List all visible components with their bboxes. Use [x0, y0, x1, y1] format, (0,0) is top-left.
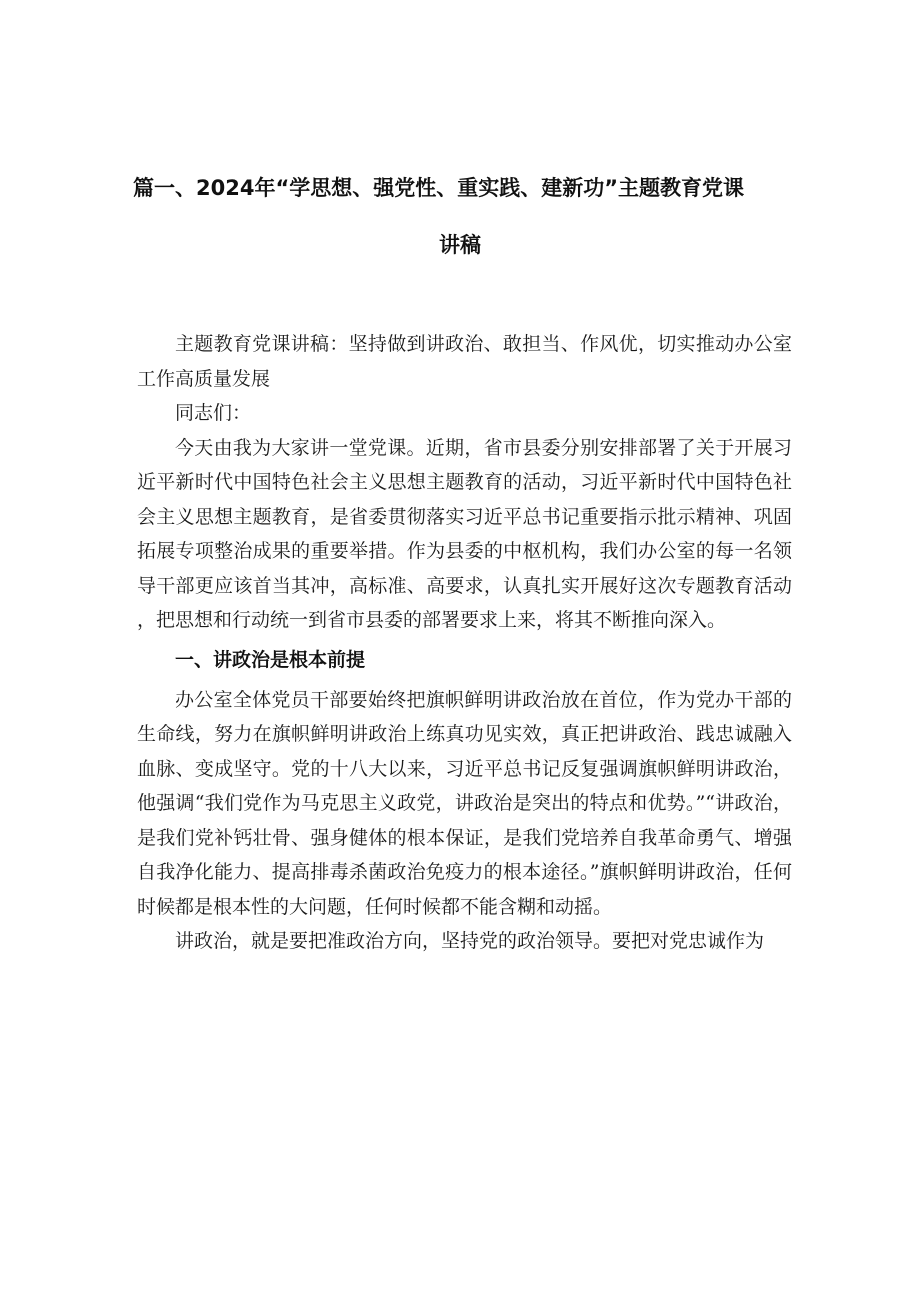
document-subtitle: 主题教育党课讲稿：坚持做到讲政治、敢担当、作风优，切实推动办公室工作高质量发展 — [137, 333, 792, 390]
intro-paragraph: 今天由我为大家讲一堂党课。近期，省市县委分别安排部署了关于开展习近平新时代中国特色社会主义思想主题教育的活动，习近平新时代中国特色社会主义思想主题教育，是省委贯彻落实习近平总书记重要指示批示精神、巩固拓展专项整治成果的重要举措。作为县委的中枢机构，我们办公室的每一名领导干部更应该首当其冲，高标准、高要求，认真扎实开展好这次专题教育活动，把思想和行动统一到省市县委的部署要求上来，将其不断推向深入。 — [137, 436, 792, 631]
salutation: 同志们： — [175, 402, 252, 424]
section-1-heading: 一、讲政治是根本前提 — [175, 648, 366, 671]
document-title-line-1: 篇一、2024年“学思想、强党性、重实践、建新功”主题教育党课 — [133, 176, 745, 200]
document-title-line-2: 讲稿 — [439, 233, 481, 257]
section-1-paragraph-1: 办公室全体党员干部要始终把旗帜鲜明讲政治放在首位，作为党办干部的生命线，努力在旗帜鲜明讲政治上练真功见实效，真正把讲政治、践忠诚融入血脉、变成坚守。党的十八大以来，习近平总书记反复强调旗帜鲜明讲政治，他强调“我们党作为马克思主义政党，讲政治是突出的特点和优势。”“讲政治，是我们党补钙壮骨、强身健体的根本保证，是我们党培养自我革命勇气、增强自我净化能力、提高排毒杀菌政治免疫力的根本途径。”旗帜鲜明讲政治，任何时候都是根本性的大问题，任何时候都不能含糊和动摇。 — [137, 688, 792, 918]
section-1-paragraph-2: 讲政治，就是要把准政治方向，坚持党的政治领导。要把对党忠诚作为 — [175, 930, 765, 952]
document-body — [137, 327, 792, 959]
